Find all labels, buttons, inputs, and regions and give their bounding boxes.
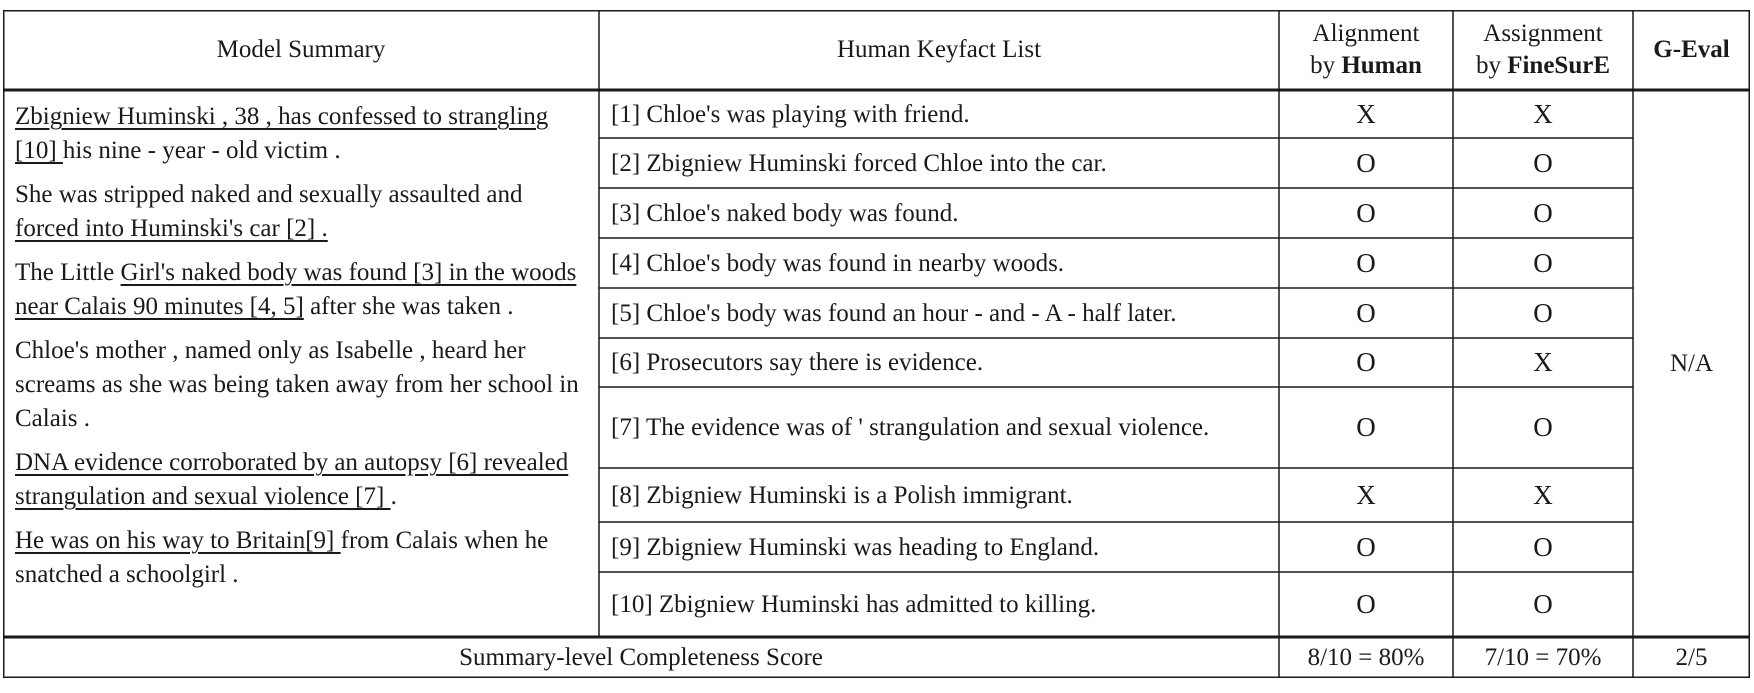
summary-fragment: The Little xyxy=(15,259,121,286)
finesure-assignment-mark: O xyxy=(1533,297,1553,328)
finesure-assignment-mark: X xyxy=(1533,347,1553,377)
header-assignment-by-finesure xyxy=(1453,10,1633,90)
keyfact-item: [6] Prosecutors say there is evidence. xyxy=(611,349,984,376)
keyfact-item: [2] Zbigniew Huminski forced Chloe into the car. xyxy=(611,149,1107,177)
footer-finesure-score: 7/10 = 70% xyxy=(1484,643,1602,671)
summary-aligned-fragment: Girl's naked body was found [3] in the woods near Calais 90 minutes [4, 5] xyxy=(15,259,577,320)
finesure-assignment-mark: O xyxy=(1533,412,1553,442)
footer-human-score: 8/10 = 80% xyxy=(1307,643,1425,671)
summary-fragment: Chloe's mother , named only as Isabelle , heard her screams as she was being taken away from her school in Calais . xyxy=(15,337,579,432)
summary-aligned-fragment: DNA evidence corroborated by an autopsy [6] revealed strangulation and sexual violence [7] xyxy=(15,449,569,510)
keyfact-item: [5] Chloe's body was found an hour - and - A - half later. xyxy=(611,299,1177,327)
finesure-assignment-mark: X xyxy=(1533,479,1553,510)
summary-fragment: She was stripped naked and sexually assaulted and xyxy=(15,181,523,208)
footer-geval-score: 2/5 xyxy=(1675,643,1708,671)
header-alignment-by-human xyxy=(1279,10,1453,90)
header-human-keyfact-list: Human Keyfact List xyxy=(836,36,1042,63)
summary-sentence xyxy=(15,178,587,246)
summary-sentence xyxy=(15,334,587,436)
keyfact-item: [3] Chloe's naked body was found. xyxy=(611,199,959,227)
finesure-assignment-mark: O xyxy=(1533,247,1553,278)
keyfact-item: [10] Zbigniew Huminski has admitted to killing. xyxy=(611,591,1097,618)
keyfact-item: [7] The evidence was of ' strangulation and sexual violence. xyxy=(611,414,1210,441)
header-alignment-by: by xyxy=(1310,52,1342,79)
header-assignment-line1: Assignment xyxy=(1483,20,1603,47)
summary-fragment: his nine - year - old victim . xyxy=(62,137,341,164)
finesure-assignment-mark: O xyxy=(1533,531,1553,562)
human-alignment-mark: O xyxy=(1356,589,1376,619)
summary-sentence xyxy=(15,256,587,324)
keyfact-item: [4] Chloe's body was found in nearby woods. xyxy=(611,249,1065,277)
keyfact-item: [1] Chloe's was playing with friend. xyxy=(611,100,970,128)
human-alignment-mark: X xyxy=(1356,479,1376,510)
header-assignment-bold: FineSurE xyxy=(1507,52,1611,79)
header-alignment-line1: Alignment xyxy=(1312,20,1420,47)
human-alignment-mark: O xyxy=(1356,297,1376,328)
summary-fragment: after she was taken . xyxy=(303,293,514,320)
summary-fragment: from Calais when he snatched a schoolgirl . xyxy=(15,527,549,588)
footer-score-label: Summary-level Completeness Score xyxy=(459,643,823,671)
human-alignment-mark: O xyxy=(1356,347,1376,377)
human-alignment-mark: O xyxy=(1356,531,1376,562)
keyfact-alignment-table xyxy=(3,10,1750,678)
header-alignment-line2 xyxy=(1310,50,1422,82)
human-alignment-mark: O xyxy=(1356,247,1376,278)
human-alignment-mark: O xyxy=(1356,147,1376,178)
header-assignment-by: by xyxy=(1475,52,1508,79)
summary-aligned-fragment: forced into Huminski's car [2] . xyxy=(15,215,328,242)
header-geval: G-Eval xyxy=(1653,36,1730,63)
keyfact-item: [9] Zbigniew Huminski was heading to England. xyxy=(611,533,1100,561)
finesure-assignment-mark: O xyxy=(1533,197,1553,228)
keyfact-item: [8] Zbigniew Huminski is a Polish immigrant. xyxy=(611,481,1073,509)
summary-sentence xyxy=(15,446,587,514)
header-model-summary: Model Summary xyxy=(216,36,386,63)
summary-aligned-fragment: Zbigniew Huminski , 38 , has confessed to strangling [10] xyxy=(15,103,549,164)
human-alignment-mark: O xyxy=(1356,412,1376,442)
human-alignment-mark: O xyxy=(1356,197,1376,228)
header-alignment-bold: Human xyxy=(1341,52,1422,79)
header-assignment-line2 xyxy=(1476,50,1610,82)
geval-value-cell: N/A xyxy=(1669,349,1714,377)
summary-sentence xyxy=(15,524,587,592)
finesure-assignment-mark: O xyxy=(1533,147,1553,178)
human-alignment-mark: X xyxy=(1356,98,1376,129)
finesure-assignment-mark: O xyxy=(1533,589,1553,619)
summary-aligned-fragment: He was on his way to Britain[9] xyxy=(15,527,341,554)
finesure-assignment-mark: X xyxy=(1533,98,1553,129)
model-summary-text xyxy=(3,90,599,637)
summary-sentence xyxy=(15,100,587,168)
summary-fragment: . xyxy=(390,483,397,510)
